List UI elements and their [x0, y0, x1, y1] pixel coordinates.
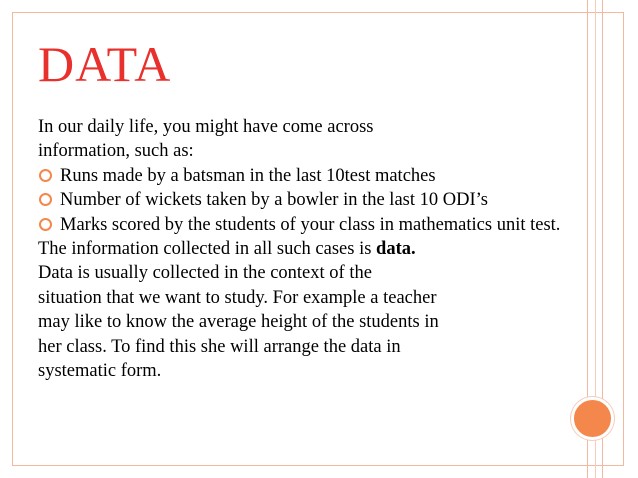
intro-line: In our daily life, you might have come across [38, 117, 374, 137]
orange-circle-decoration [571, 397, 614, 440]
list-item [38, 213, 583, 237]
body-line: systematic form. [38, 361, 162, 382]
body-line: her class. To find this she will arrange the data in [38, 336, 401, 357]
slide-title: DATA [38, 36, 172, 92]
bullet-text: Number of wickets taken by a bowler in the last 10 ODI’s [60, 190, 488, 211]
example-bullet-list [38, 164, 583, 237]
hollow-circle-bullet-icon [39, 218, 52, 231]
conclusion-bold-term: data. [376, 239, 416, 260]
body-line: may like to know the average height of the students in [38, 312, 439, 333]
conclusion-text: The information collected in all such cases is [38, 239, 377, 260]
body-line: Data is usually collected in the context of the [38, 263, 372, 284]
hollow-circle-bullet-icon [39, 169, 52, 182]
intro-line: information, such as: [38, 141, 194, 162]
body-line: situation that we want to study. For example a teacher [38, 287, 437, 308]
bullet-text: Marks scored by the students of your class in mathematics unit test. [60, 214, 561, 235]
list-item [38, 188, 583, 212]
hollow-circle-bullet-icon [39, 193, 52, 206]
conclusion-line [38, 237, 583, 261]
slide-content [38, 115, 583, 383]
list-item [38, 164, 583, 188]
bullet-text: Runs made by a batsman in the last 10test matches [60, 165, 436, 186]
